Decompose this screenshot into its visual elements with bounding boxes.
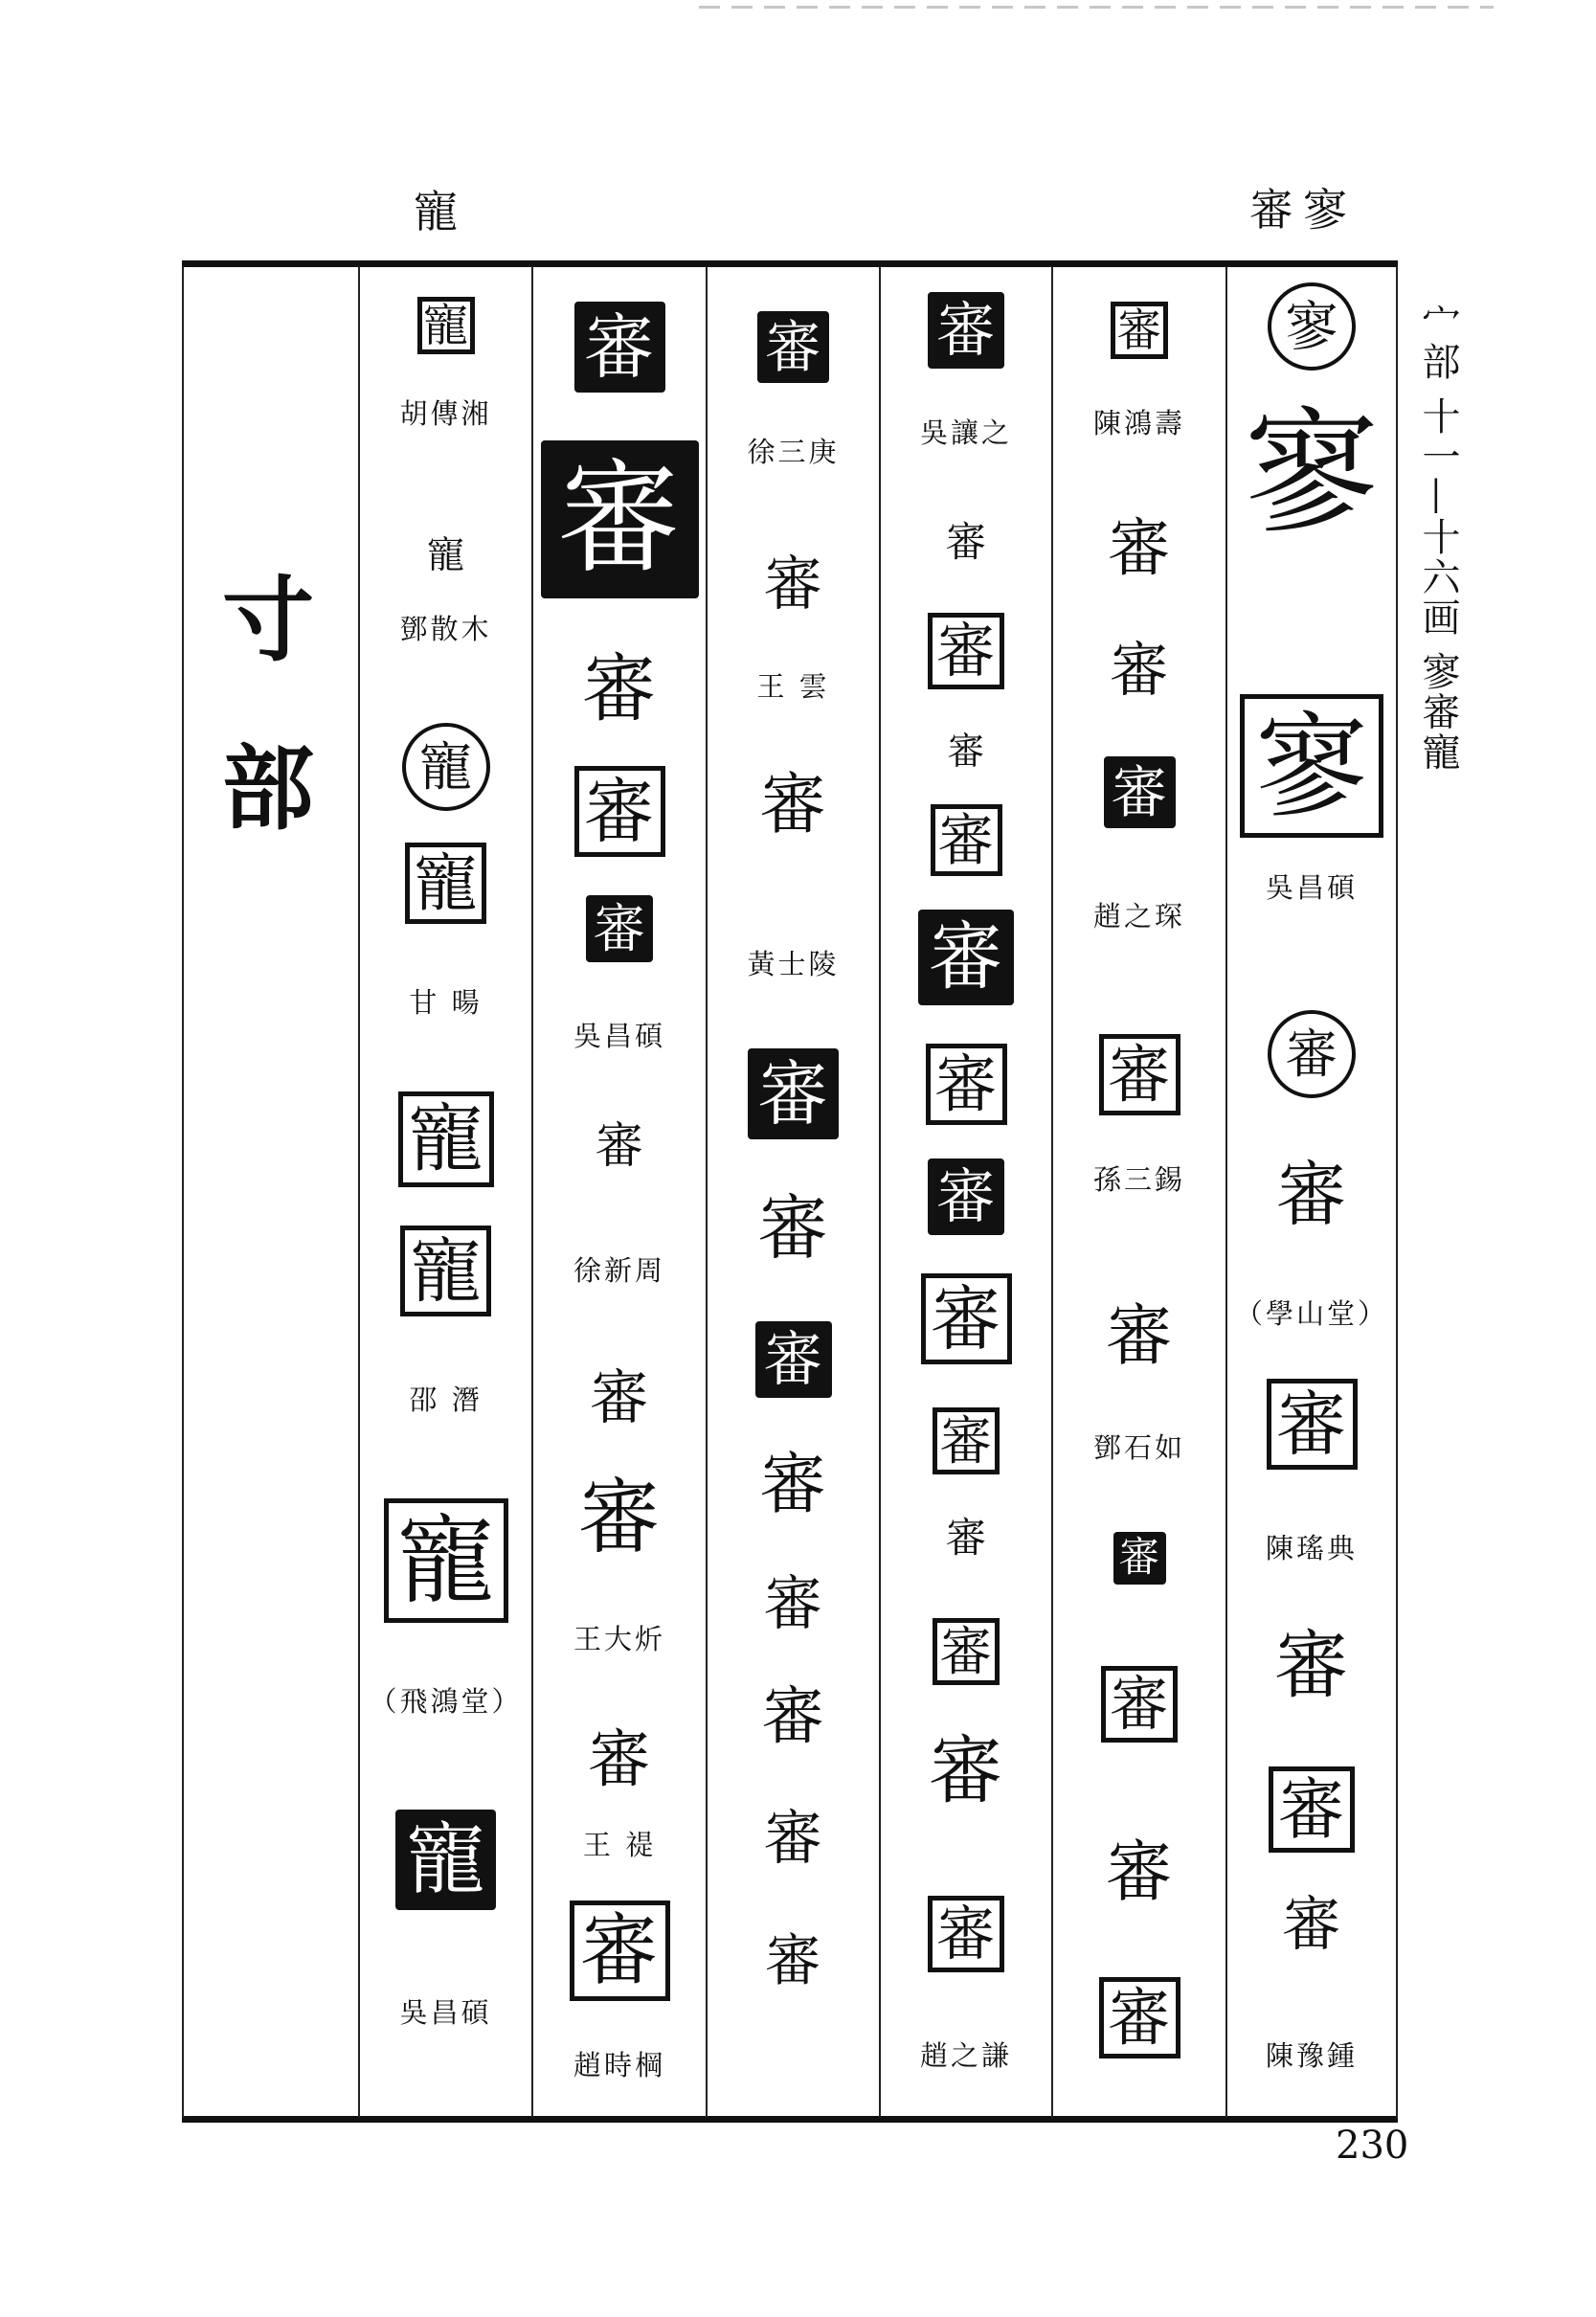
seal-impression	[1053, 632, 1225, 709]
carver-label	[533, 2044, 706, 2083]
carver-name: 趙之琛	[1092, 900, 1185, 933]
seal-red: 審	[933, 1618, 1000, 1685]
seal-impression	[708, 1441, 879, 1527]
carver-label	[1227, 2035, 1396, 2074]
seal-impression	[1227, 1149, 1396, 1240]
carver-name: （學山堂）	[1234, 1297, 1388, 1330]
carver-label	[1053, 1158, 1225, 1198]
seal-plain: 審	[595, 1118, 644, 1175]
seal-plain: 審	[581, 646, 657, 732]
carver-name: （飛鴻堂）	[369, 1685, 523, 1718]
carver-label	[1053, 1427, 1225, 1466]
seal-impression	[708, 546, 879, 622]
seal-impression	[881, 1158, 1051, 1235]
seal-white: 寵	[395, 1810, 496, 1910]
seal-impression	[881, 1896, 1051, 1972]
seal-plain: 審	[1273, 1623, 1349, 1709]
seal-red: 審	[933, 1407, 1000, 1474]
seal-white: 審	[918, 910, 1014, 1005]
carver-name: 徐新周	[573, 1254, 665, 1287]
carver-name: 王 雲	[756, 670, 830, 703]
seal-red: 寵	[398, 1091, 494, 1187]
character-heading	[1227, 1010, 1396, 1098]
seal-impression	[360, 297, 531, 354]
seal-column-4	[708, 278, 879, 2116]
circled-character: 寥	[1268, 282, 1356, 371]
seal-impression	[533, 895, 706, 962]
carver-label	[881, 412, 1051, 451]
seal-plain: 審	[1276, 1153, 1347, 1236]
carver-name: 陳瑤典	[1265, 1532, 1358, 1564]
seal-impression	[360, 1091, 531, 1187]
carver-name: 王大炘	[573, 1623, 665, 1655]
seal-plain: 寥	[1244, 395, 1379, 551]
seal-impression	[1227, 1766, 1396, 1853]
seal-column-3	[881, 278, 1051, 2116]
carver-name: 鄧散木	[399, 613, 492, 645]
seal-plain: 審	[589, 1362, 649, 1432]
circled-character: 審	[1268, 1010, 1356, 1098]
carver-name: 陳豫鍾	[1265, 2039, 1358, 2072]
seal-impression	[708, 1321, 879, 1398]
seal-impression	[1053, 1977, 1225, 2058]
seal-plain: 審	[1106, 1833, 1173, 1911]
bottom-rule	[182, 2116, 1398, 2123]
seal-column-5	[533, 278, 706, 2116]
carver-label	[360, 393, 531, 432]
seal-impression	[1053, 507, 1225, 589]
carver-name: 孫三錫	[1092, 1163, 1185, 1196]
seal-red: 審	[570, 1901, 670, 2001]
carver-label	[360, 1991, 531, 2031]
seal-red: 審	[928, 613, 1004, 689]
seal-plain: 審	[588, 1721, 651, 1796]
top-rule	[182, 260, 1398, 267]
seal-impression	[708, 1565, 879, 1642]
carver-name: 鄧石如	[1092, 1431, 1185, 1464]
seal-impression	[881, 1044, 1051, 1125]
seal-plain: 審	[928, 1728, 1003, 1814]
divider-0	[182, 266, 184, 2118]
carver-label	[360, 981, 531, 1021]
seal-red: 審	[1111, 302, 1168, 359]
seal-impression	[881, 728, 1051, 776]
seal-impression	[533, 1719, 706, 1800]
carver-name: 趙時棡	[573, 2049, 665, 2081]
seal-impression	[881, 292, 1051, 369]
carver-name: 吳昌碩	[399, 1996, 492, 2029]
carver-label	[533, 1618, 706, 1657]
seal-plain: 審	[759, 1445, 827, 1523]
seal-impression	[881, 613, 1051, 689]
carver-label	[1053, 895, 1225, 934]
carver-label	[881, 2035, 1051, 2074]
carver-label	[360, 1379, 531, 1418]
carver-name: 吳昌碩	[1265, 871, 1358, 904]
carver-label	[533, 1824, 706, 1863]
carver-label	[360, 608, 531, 647]
carver-name: 徐三庚	[747, 436, 840, 468]
radical-char-1: 寸	[222, 567, 314, 674]
seal-impression	[360, 843, 531, 924]
seal-red: 審	[1267, 1379, 1358, 1470]
seal-column-6	[360, 278, 531, 2116]
seal-white: 審	[574, 302, 665, 393]
carver-label	[708, 665, 879, 705]
seal-red: 審	[574, 766, 665, 857]
seal-red: 審	[1099, 1977, 1180, 2058]
seal-impression	[881, 1273, 1051, 1364]
seal-red: 寵	[405, 843, 486, 924]
seal-impression	[1227, 1886, 1396, 1963]
carver-name: 邵 潛	[409, 1383, 483, 1416]
seal-white: 審	[586, 895, 653, 962]
carver-label	[1227, 1293, 1396, 1332]
seal-plain: 寵	[426, 533, 464, 577]
carver-name: 吳昌碩	[573, 1020, 665, 1052]
seal-impression	[1227, 1379, 1396, 1470]
seal-red: 寥	[1240, 694, 1383, 838]
seal-impression	[360, 1498, 531, 1623]
seal-red: 審	[931, 804, 1002, 876]
seal-white: 審	[748, 1048, 839, 1139]
seal-impression	[533, 766, 706, 857]
seal-white: 審	[757, 311, 829, 383]
carver-name: 甘 暘	[409, 986, 483, 1019]
seal-impression	[1053, 756, 1225, 828]
seal-red: 寵	[384, 1498, 508, 1623]
carver-label	[1227, 866, 1396, 906]
seal-impression	[708, 1182, 879, 1273]
seal-white: 審	[928, 1158, 1004, 1235]
seal-plain: 審	[945, 1515, 987, 1563]
carver-name: 吳讓之	[919, 416, 1012, 449]
seal-red: 寵	[417, 297, 475, 354]
seal-plain: 審	[1108, 510, 1171, 585]
seal-impression	[533, 1465, 706, 1570]
carver-label	[1053, 402, 1225, 441]
seal-impression	[881, 804, 1051, 876]
seal-red: 寵	[400, 1226, 491, 1316]
carver-name: 胡傳湘	[399, 397, 492, 430]
header-left-char: 寵	[414, 186, 467, 237]
seal-impression	[708, 1048, 879, 1139]
seal-impression	[1053, 302, 1225, 359]
seal-impression	[1053, 1666, 1225, 1743]
seal-impression	[881, 1513, 1051, 1565]
seal-red: 審	[921, 1273, 1012, 1364]
seal-white: 審	[1104, 756, 1176, 828]
seal-impression	[1227, 1618, 1396, 1714]
page-number: 230	[1336, 2124, 1409, 2168]
seal-impression	[1053, 1532, 1225, 1585]
carver-label	[1227, 1527, 1396, 1566]
seal-impression	[708, 1800, 879, 1877]
carver-label	[708, 431, 879, 470]
sidebar-radical-strokes: 宀部 十一—十六画 寥審寵	[1416, 302, 1460, 773]
carver-label	[533, 1249, 706, 1289]
seal-impression	[708, 1924, 879, 1996]
seal-impression	[1227, 694, 1396, 838]
seal-plain: 審	[1281, 1889, 1341, 1959]
seal-impression	[1053, 1034, 1225, 1115]
seal-white: 審	[541, 440, 699, 598]
seal-white: 審	[755, 1321, 832, 1398]
carver-name: 黃士陵	[747, 948, 840, 980]
seal-plain: 審	[763, 1803, 823, 1873]
seal-impression	[533, 1360, 706, 1436]
radical-heading	[220, 567, 316, 911]
seal-plain: 審	[1109, 635, 1169, 705]
seal-impression	[881, 517, 1051, 570]
seal-impression	[1053, 1293, 1225, 1379]
seal-plain: 審	[763, 549, 823, 619]
seal-impression	[881, 1618, 1051, 1685]
carver-label	[708, 943, 879, 982]
seal-plain: 審	[1106, 1296, 1173, 1375]
seal-red: 審	[1101, 1666, 1178, 1743]
seal-white: 審	[928, 292, 1004, 369]
seal-red: 審	[928, 1896, 1004, 1972]
seal-impression	[533, 440, 706, 598]
seal-impression	[533, 1901, 706, 2001]
seal-red: 審	[1099, 1034, 1180, 1115]
seal-impression	[881, 910, 1051, 1005]
carver-label	[533, 1015, 706, 1054]
seal-plain: 審	[763, 1568, 823, 1638]
divider-7	[1396, 266, 1398, 2118]
character-heading	[1227, 282, 1396, 371]
seal-white: 審	[1113, 1532, 1166, 1585]
seal-red: 審	[926, 1044, 1007, 1125]
carver-label	[360, 1680, 531, 1720]
seal-impression	[881, 1407, 1051, 1474]
header-right-chars: 審寥	[1249, 184, 1357, 236]
seal-impression	[360, 1810, 531, 1910]
seal-impression	[708, 1676, 879, 1757]
seal-impression	[533, 1115, 706, 1178]
seal-impression	[1227, 388, 1396, 560]
character-heading	[360, 723, 531, 811]
seal-impression	[1053, 1829, 1225, 1915]
seal-plain: 審	[947, 730, 985, 774]
seal-impression	[533, 302, 706, 393]
seal-plain: 審	[757, 1186, 829, 1270]
seal-impression	[881, 1723, 1051, 1819]
carver-name: 趙之謙	[919, 2039, 1012, 2072]
seal-plain: 審	[764, 1927, 821, 1993]
carver-name: 陳鴻壽	[1092, 407, 1185, 439]
carver-name: 王 禔	[582, 1829, 657, 1861]
seal-red: 審	[1269, 1766, 1355, 1853]
top-scan-line	[699, 6, 1494, 9]
seal-impression	[708, 311, 879, 383]
circled-character: 寵	[402, 723, 490, 811]
radical-char-2: 部	[222, 735, 314, 843]
seal-plain: 審	[759, 765, 827, 844]
seal-impression	[360, 1226, 531, 1316]
seal-impression	[533, 641, 706, 737]
seal-column-1	[1227, 278, 1396, 2116]
seal-plain: 審	[761, 1678, 825, 1753]
seal-column-2	[1053, 278, 1225, 2116]
seal-impression	[708, 761, 879, 847]
seal-plain: 審	[578, 1470, 661, 1565]
seal-plain: 審	[945, 519, 987, 567]
seal-impression	[360, 531, 531, 579]
